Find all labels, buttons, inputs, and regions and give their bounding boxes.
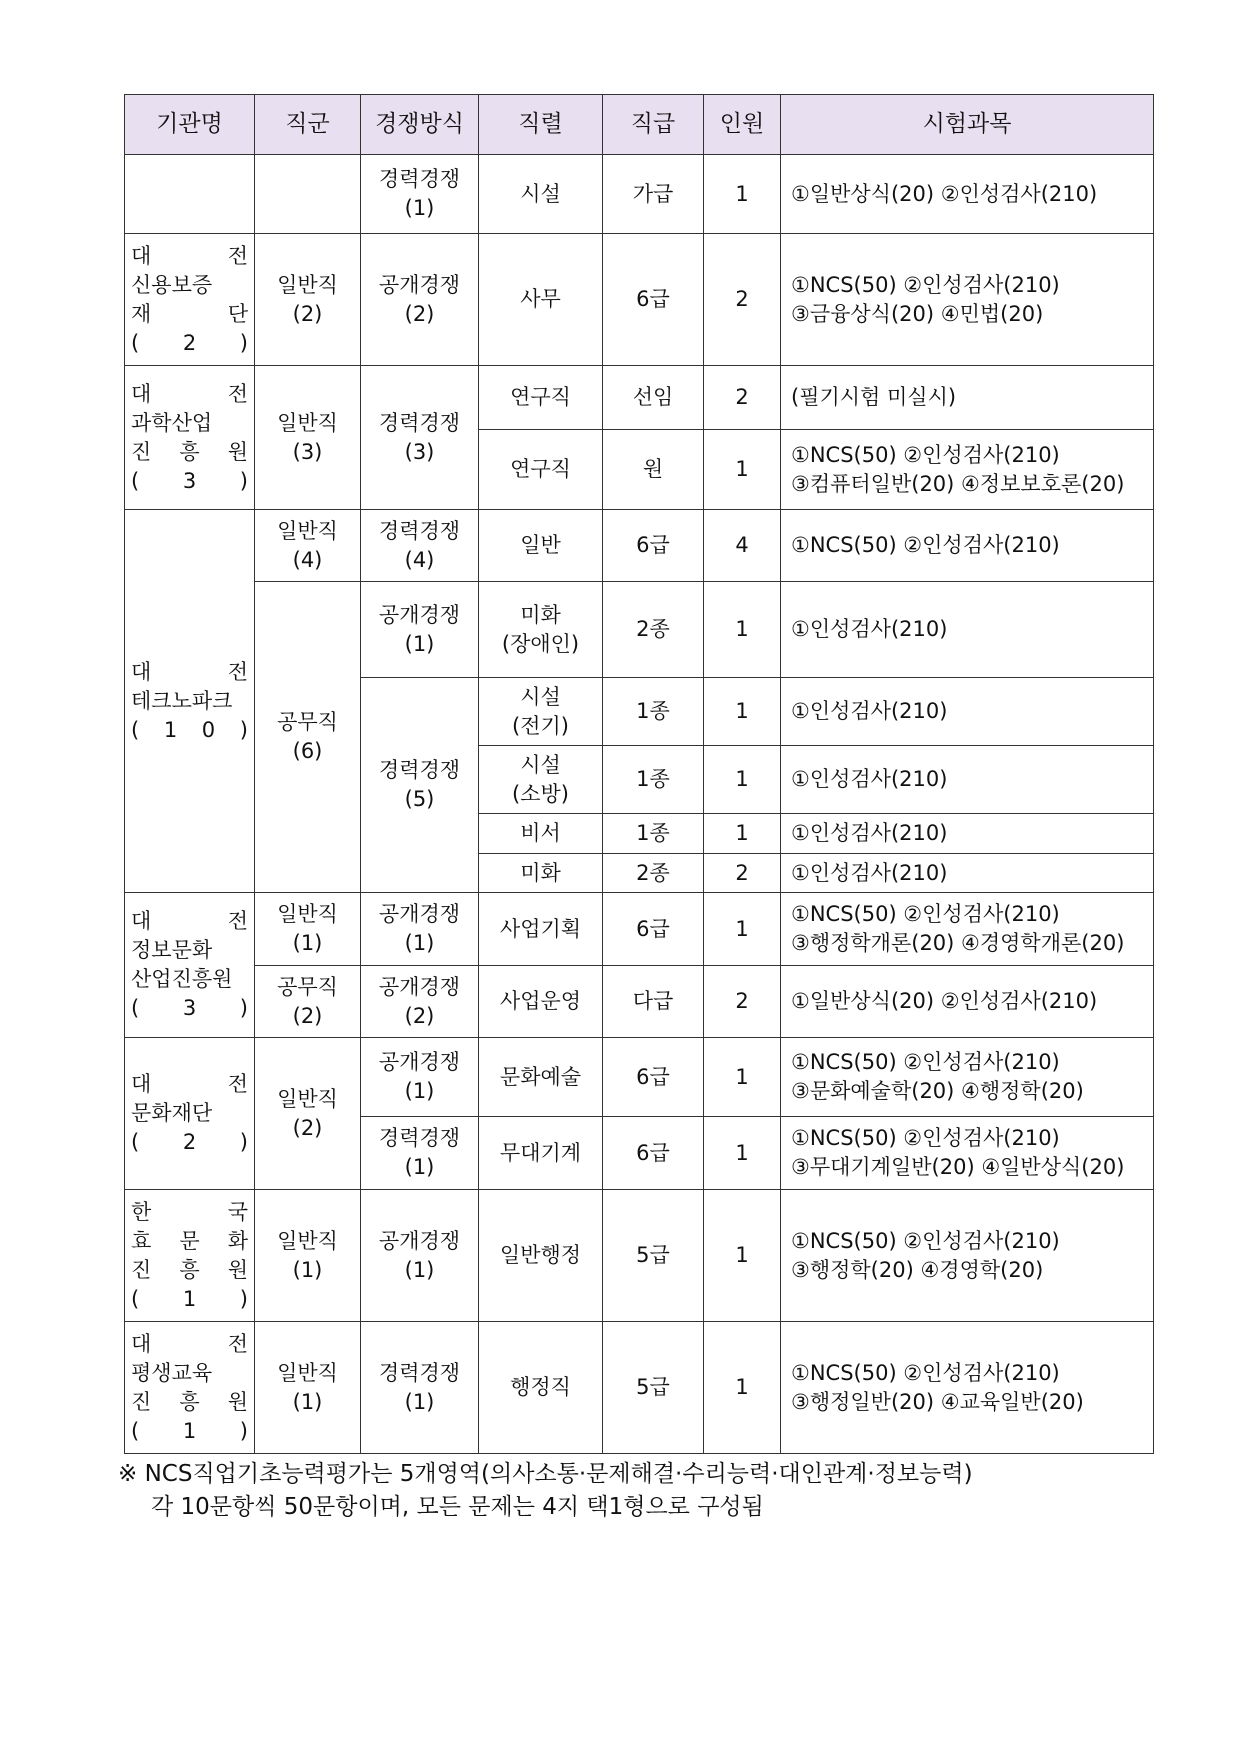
competition-cell: 경력경쟁 (4)	[361, 510, 479, 582]
group-cell: 일반직 (3)	[255, 366, 361, 510]
series-cell: 미화 (장애인)	[479, 582, 603, 678]
footnote-line-1: ※ NCS직업기초능력평가는 5개영역(의사소통·문제해결·수리능력·대인관계·정보능력)	[118, 1461, 973, 1487]
subjects-cell: ①인성검사(210)	[781, 854, 1154, 893]
subjects-cell: ①NCS(50) ②인성검사(210)	[781, 510, 1154, 582]
series-cell: 비서	[479, 814, 603, 854]
count-cell: 1	[704, 155, 781, 234]
competition-cell: 경력경쟁 (1)	[361, 1117, 479, 1190]
subjects-cell: ①일반상식(20) ②인성검사(210)	[781, 966, 1154, 1038]
count-cell: 2	[704, 234, 781, 366]
table-row	[125, 1190, 1154, 1322]
grade-cell: 6급	[603, 234, 704, 366]
grade-cell: 2종	[603, 854, 704, 893]
group-cell: 공무직 (6)	[255, 582, 361, 893]
series-cell: 연구직	[479, 430, 603, 510]
grade-cell: 5급	[603, 1322, 704, 1454]
series-cell: 시설 (소방)	[479, 746, 603, 814]
table-row	[125, 234, 1154, 366]
table-row	[125, 582, 1154, 678]
table-row	[125, 1038, 1154, 1117]
competition-cell: 경력경쟁 (1)	[361, 155, 479, 234]
competition-cell: 공개경쟁 (1)	[361, 893, 479, 966]
count-cell: 1	[704, 1117, 781, 1190]
count-cell: 1	[704, 678, 781, 746]
table-row	[125, 893, 1154, 966]
org-cell: 대 전 평생교육 진 흥 원 ( 1 )	[125, 1322, 255, 1454]
grade-cell: 6급	[603, 1117, 704, 1190]
series-cell: 연구직	[479, 366, 603, 430]
competition-cell: 경력경쟁 (1)	[361, 1322, 479, 1454]
series-cell: 시설 (전기)	[479, 678, 603, 746]
series-cell: 행정직	[479, 1322, 603, 1454]
group-cell: 일반직 (4)	[255, 510, 361, 582]
series-cell: 일반	[479, 510, 603, 582]
count-cell: 1	[704, 814, 781, 854]
series-cell: 사업운영	[479, 966, 603, 1038]
grade-cell: 6급	[603, 893, 704, 966]
table-row	[125, 366, 1154, 430]
grade-cell: 6급	[603, 1038, 704, 1117]
count-cell: 1	[704, 1322, 781, 1454]
competition-cell: 공개경쟁 (2)	[361, 234, 479, 366]
count-cell: 1	[704, 430, 781, 510]
series-cell: 문화예술	[479, 1038, 603, 1117]
table-row	[125, 966, 1154, 1038]
header-series: 직렬	[479, 95, 603, 155]
group-cell: 일반직 (2)	[255, 1038, 361, 1190]
subjects-cell: ①NCS(50) ②인성검사(210) ③행정학개론(20) ④경영학개론(20)	[781, 893, 1154, 966]
header-subjects: 시험과목	[781, 95, 1154, 155]
subjects-cell: ①NCS(50) ②인성검사(210) ③문화예술학(20) ④행정학(20)	[781, 1038, 1154, 1117]
group-cell: 일반직 (1)	[255, 893, 361, 966]
org-cell: 대 전 신용보증 재 단 ( 2 )	[125, 234, 255, 366]
table-row	[125, 155, 1154, 234]
grade-cell: 6급	[603, 510, 704, 582]
org-cell: 대 전 테크노파크 ( 1 0 )	[125, 510, 255, 893]
count-cell: 1	[704, 746, 781, 814]
grade-cell: 선임	[603, 366, 704, 430]
table-header-row	[125, 95, 1154, 155]
competition-cell: 경력경쟁 (5)	[361, 678, 479, 893]
grade-cell: 원	[603, 430, 704, 510]
competition-cell: 공개경쟁 (1)	[361, 1038, 479, 1117]
count-cell: 2	[704, 366, 781, 430]
org-cell: 대 전 문화재단 ( 2 )	[125, 1038, 255, 1190]
table-row	[125, 1322, 1154, 1454]
count-cell: 2	[704, 854, 781, 893]
series-cell: 미화	[479, 854, 603, 893]
recruitment-table	[124, 94, 1154, 1454]
group-cell-empty	[255, 155, 361, 234]
count-cell: 1	[704, 893, 781, 966]
org-cell: 대 전 과학산업 진 흥 원 ( 3 )	[125, 366, 255, 510]
count-cell: 1	[704, 1038, 781, 1117]
subjects-cell: ①인성검사(210)	[781, 582, 1154, 678]
series-cell: 일반행정	[479, 1190, 603, 1322]
subjects-cell: ①NCS(50) ②인성검사(210) ③무대기계일반(20) ④일반상식(20)	[781, 1117, 1154, 1190]
grade-cell: 2종	[603, 582, 704, 678]
grade-cell: 가급	[603, 155, 704, 234]
header-count: 인원	[704, 95, 781, 155]
series-cell: 사무	[479, 234, 603, 366]
grade-cell: 1종	[603, 746, 704, 814]
subjects-cell: ①인성검사(210)	[781, 814, 1154, 854]
header-group: 직군	[255, 95, 361, 155]
table-row	[125, 510, 1154, 582]
competition-cell: 공개경쟁 (2)	[361, 966, 479, 1038]
header-competition: 경쟁방식	[361, 95, 479, 155]
group-cell: 일반직 (2)	[255, 234, 361, 366]
grade-cell: 다급	[603, 966, 704, 1038]
count-cell: 1	[704, 582, 781, 678]
header-grade: 직급	[603, 95, 704, 155]
subjects-cell: ①인성검사(210)	[781, 746, 1154, 814]
competition-cell: 공개경쟁 (1)	[361, 582, 479, 678]
series-cell: 사업기획	[479, 893, 603, 966]
subjects-cell: (필기시험 미실시)	[781, 366, 1154, 430]
subjects-cell: ①NCS(50) ②인성검사(210) ③금융상식(20) ④민법(20)	[781, 234, 1154, 366]
org-cell: 대 전 정보문화 산업진흥원 ( 3 )	[125, 893, 255, 1038]
competition-cell: 경력경쟁 (3)	[361, 366, 479, 510]
org-cell-empty	[125, 155, 255, 234]
subjects-cell: ①NCS(50) ②인성검사(210) ③행정학(20) ④경영학(20)	[781, 1190, 1154, 1322]
series-cell: 시설	[479, 155, 603, 234]
count-cell: 1	[704, 1190, 781, 1322]
subjects-cell: ①NCS(50) ②인성검사(210) ③컴퓨터일반(20) ④정보보호론(20)	[781, 430, 1154, 510]
footnote	[118, 1458, 973, 1524]
count-cell: 4	[704, 510, 781, 582]
group-cell: 일반직 (1)	[255, 1322, 361, 1454]
competition-cell: 공개경쟁 (1)	[361, 1190, 479, 1322]
subjects-cell: ①NCS(50) ②인성검사(210) ③행정일반(20) ④교육일반(20)	[781, 1322, 1154, 1454]
grade-cell: 1종	[603, 678, 704, 746]
grade-cell: 5급	[603, 1190, 704, 1322]
org-cell: 한 국 효 문 화 진 흥 원 ( 1 )	[125, 1190, 255, 1322]
grade-cell: 1종	[603, 814, 704, 854]
subjects-cell: ①일반상식(20) ②인성검사(210)	[781, 155, 1154, 234]
footnote-line-2: 각 10문항씩 50문항이며, 모든 문제는 4지 택1형으로 구성됨	[151, 1494, 764, 1520]
group-cell: 공무직 (2)	[255, 966, 361, 1038]
subjects-cell: ①인성검사(210)	[781, 678, 1154, 746]
series-cell: 무대기계	[479, 1117, 603, 1190]
header-org: 기관명	[125, 95, 255, 155]
count-cell: 2	[704, 966, 781, 1038]
group-cell: 일반직 (1)	[255, 1190, 361, 1322]
